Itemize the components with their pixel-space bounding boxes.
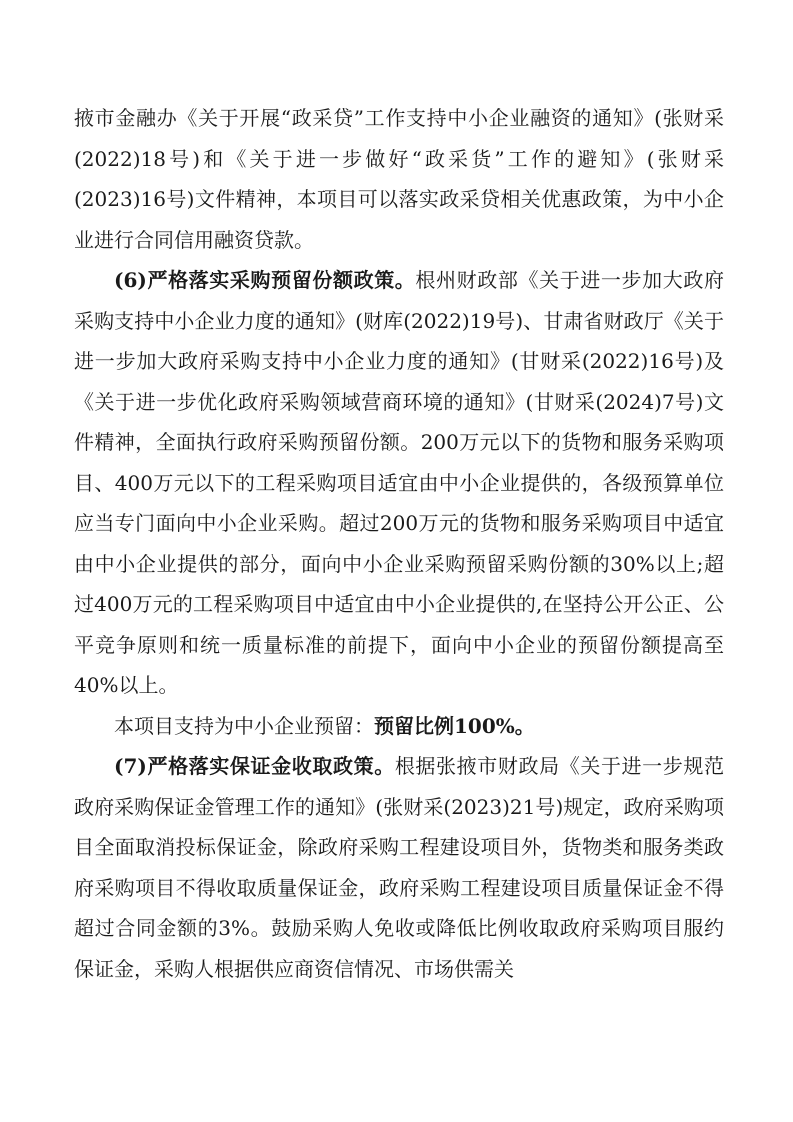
document-body	[74, 98, 724, 989]
paragraph-text: 本项目支持为中小企业预留：	[114, 713, 374, 738]
section-heading-6: (6)严格落实采购预留份额政策。	[114, 268, 416, 292]
paragraph-text: 根据张掖市财政局《关于进一步规范政府采购保证金管理工作的通知》(张财采(2023)21号)规定，政府采购项目全面取消投标保证金，除政府采购工程建设项目外，货物类和服务类政府采购项目不得收取质量保证金，政府采购工程建设项目质量保证金不得超过合同金额的3%。鼓励采购人免收或降低比例收取政府采购项目服约保证金，采购人根据供应商资信情况、市场供需关	[74, 754, 725, 981]
paragraph-text: 掖市金融办《关于开展“政采贷”工作支持中小企业融资的通知》(张财采(2022)18号)和《关于进一步做好“政采货”工作的避知》(张财采(2023)16号)文件精神，本项目可以落实政采贷相关优惠政策，为中小企业进行合同信用融资贷款。	[74, 106, 724, 252]
paragraph-reserved-share-policy	[74, 260, 724, 706]
section-heading-7: (7)严格落实保证金收取政策。	[114, 754, 395, 778]
paragraph-deposit-policy	[74, 746, 724, 989]
paragraph-loan-policy	[74, 98, 724, 260]
paragraph-project-reservation	[74, 706, 724, 747]
reservation-ratio: 预留比例100%。	[374, 713, 535, 738]
paragraph-text: 根州财政部《关于进一步加大政府采购支持中小企业力度的通知》(财库(2022)19号)、甘肃省财政厅《关于进一步加大政府采购支持中小企业力度的通知》(甘财采(2022)16号)及《关于进一步优化政府采购领域营商环境的通知》(甘财采(2024)7号)文件精神，全面执行政府采购预留份额。200万元以下的货物和服务采购项目、400万元以下的工程采购项目适宜由中小企业提供的，各级预算单位应当专门面向中小企业采购。超过200万元的货物和服务采购项目中适宜由中小企业提供的部分，面向中小企业采购预留采购份额的30%以上;超过400万元的工程采购项目中适宜由中小企业提供的,在坚持公开公正、公平竞争原则和统一质量标准的前提下，面向中小企业的预留份额提高至40%以上。	[74, 268, 724, 697]
